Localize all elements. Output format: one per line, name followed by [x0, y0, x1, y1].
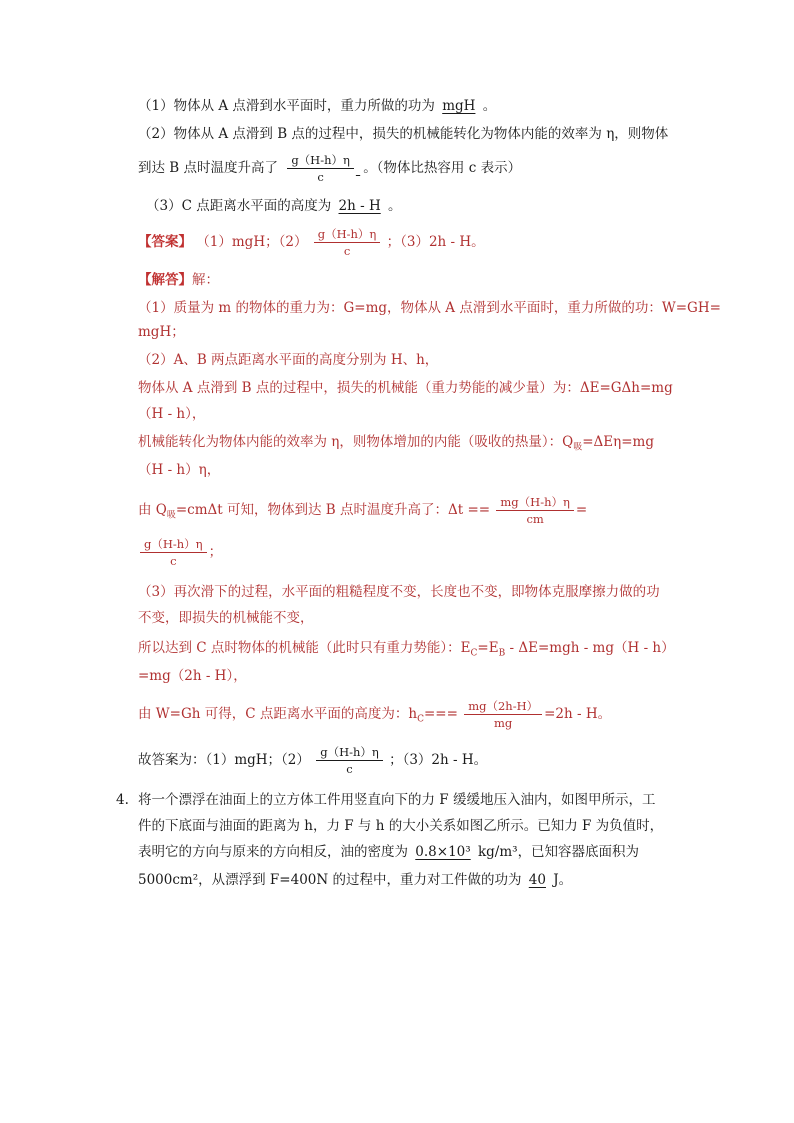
- solution-line: 所以达到 C 点时物体的机械能（此时只有重力势能）：$E_C=E_B - \Delta E=mgh - mg(H - h)$: [138, 640, 675, 659]
- solution-line: 物体从 A 点滑到 B 点的过程中，损失的机械能（重力势能的减少量）为：ΔE=GΔh=mg: [138, 380, 673, 396]
- solution-header: 【解答】解：: [138, 272, 219, 288]
- solution-line: （H - h）η，: [138, 462, 221, 478]
- question-part-2-line-1: （2）物体从 A 点滑到 B 点的过程中，损失的机械能转化为物体内能的效率为 η，则物体: [138, 126, 669, 142]
- answer-blank-2: [282, 153, 363, 184]
- fraction: $\frac{g(H-h)\eta}{c}$: [140, 537, 207, 568]
- solution-line: 由 W=Gh 可得，C 点距离水平面的高度为：$h_C===$ $\frac{mg(2h-H)}{mg}$ =2h - H。: [138, 699, 612, 730]
- solution-line: 不变，即损失的机械能不变，: [138, 610, 314, 626]
- solution-line: （2）A、B 两点距离水平面的高度分别为 H、h，: [138, 352, 439, 368]
- solution-line: =mg（2h - H），: [138, 668, 247, 684]
- question-part-2-line-2: 到达 B 点时温度升高了 $\frac{g(H-h)\eta}{c}$ 。（物体比热容用 c 表示）: [138, 153, 522, 184]
- answer-blank-5: 40: [528, 872, 546, 888]
- question-4-line: 表明它的方向与原来的方向相反，油的密度为 0.8×10³ kg/m³，已知容器底面积为: [138, 844, 640, 860]
- fraction: $\frac{g(H-h)\eta}{c}$: [314, 227, 381, 258]
- solution-tag: 【解答】: [138, 272, 192, 288]
- solution-line: （1）质量为 m 的物体的重力为：G=mg，物体从 A 点滑到水平面时，重力所做的功：W=GH=: [138, 300, 721, 316]
- solution-line: （3）再次滑下的过程，水平面的粗糙程度不变，长度也不变，即物体克服摩擦力做的功: [138, 584, 660, 600]
- question-4-line: 件的下底面与油面的距离为 h，力 F 与 h 的大小关系如图乙所示。已知力 F 为负值时，: [138, 818, 664, 834]
- question-part-3: （3）C 点距离水平面的高度为 2h - H 。: [146, 198, 402, 214]
- solution-line: 由 $Q_吸=cm\Delta t$ 可知，物体到达 B 点时温度升高了：Δt == $\frac{mg(H-h)\eta}{cm}$ =: [138, 495, 588, 526]
- solution-line: $\frac{g(H-h)\eta}{c}$ ；: [138, 536, 222, 568]
- question-part-1: （1）物体从 A 点滑到水平面时，重力所做的功为 mgH 。: [138, 98, 497, 114]
- solution-line: 机械能转化为物体内能的效率为 η，则物体增加的内能（吸收的热量）：$Q_吸=\Delta E\eta=mg$: [138, 434, 654, 453]
- solution-line: （H - h），: [138, 406, 206, 422]
- fraction: $\frac{g(H-h)\eta}{c}$: [316, 745, 383, 776]
- answer-blank-4: 0.8×10³: [415, 844, 471, 860]
- question-4-line: 5000cm²，从漂浮到 F=400N 的过程中，重力对工件做的功为 40 J。: [138, 872, 573, 888]
- fraction: $\frac{mg(2h-H)}{mg}$: [464, 699, 542, 730]
- solution-line: mgH；: [138, 324, 185, 340]
- question-4-line: 将一个漂浮在油面上的立方体工件用竖直向下的力 F 缓缓地压入油内，如图甲所示，工: [138, 792, 656, 808]
- answer-blank-3: 2h - H: [338, 198, 381, 214]
- answer-tag: 【答案】: [138, 234, 192, 250]
- answer-blank-1: mgH: [442, 98, 476, 114]
- fraction: $\frac{mg(H-h)\eta}{cm}$: [496, 495, 573, 526]
- question-number: 4.: [116, 792, 129, 808]
- answer-line: 【答案】 （1）mgH；（2） $\frac{g(H-h)\eta}{c}$ ；（3）2h - H。: [138, 227, 485, 258]
- fraction: $\frac{g(H-h)\eta}{c}$: [287, 153, 354, 184]
- final-answer: 故答案为：（1）mgH；（2） $\frac{g(H-h)\eta}{c}$ ；（3）2h - H。: [138, 745, 488, 776]
